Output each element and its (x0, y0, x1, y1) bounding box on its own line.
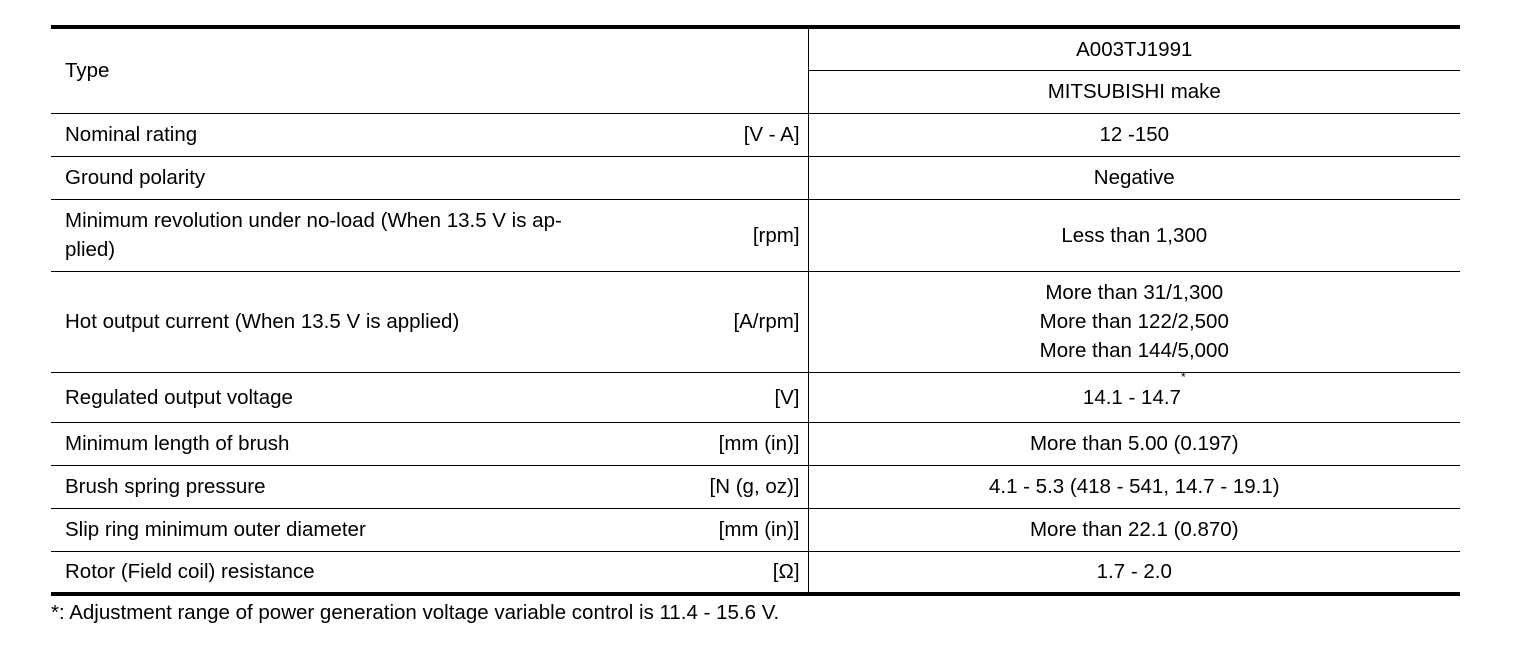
row-label: Brush spring pressure (51, 465, 647, 508)
row-label: Rotor (Field coil) resistance (51, 551, 647, 594)
table-row (51, 156, 1460, 199)
row-label: Ground polarity (51, 156, 647, 199)
row-unit: [N (g, oz)] (647, 465, 808, 508)
row-label-line: Minimum revolution under no-load (When 13.5 V is ap- (65, 209, 562, 232)
row-value (808, 369, 1460, 422)
row-value-line: More than 31/1,300 (1045, 281, 1224, 304)
table-row (51, 372, 1460, 422)
table-row (51, 508, 1460, 551)
row-value: 1.7 - 2.0 (808, 551, 1460, 594)
row-label: Regulated output voltage (51, 372, 647, 422)
row-unit: [V] (647, 372, 808, 422)
row-value (808, 271, 1460, 372)
row-unit (647, 156, 808, 199)
row-unit: [rpm] (647, 199, 808, 271)
row-label: Hot output current (When 13.5 V is applied) (51, 271, 647, 372)
row-value: More than 22.1 (0.870) (808, 508, 1460, 551)
model-number: A003TJ1991 (808, 27, 1460, 70)
row-value: More than 5.00 (0.197) (808, 422, 1460, 465)
row-label (51, 199, 647, 271)
row-value-line: More than 144/5,000 (1039, 339, 1229, 362)
row-label: Slip ring minimum outer diameter (51, 508, 647, 551)
row-label: Minimum length of brush (51, 422, 647, 465)
row-value-line: More than 122/2,500 (1039, 310, 1229, 333)
specification-table (51, 25, 1460, 596)
footnote: *: Adjustment range of power generation voltage variable control is 11.4 - 15.6 V. (51, 601, 780, 624)
row-value: 4.1 - 5.3 (418 - 541, 14.7 - 19.1) (808, 465, 1460, 508)
row-label: Nominal rating (51, 113, 647, 156)
table-row (51, 551, 1460, 594)
row-unit: [mm (in)] (647, 508, 808, 551)
footnote-marker: * (1180, 369, 1186, 384)
table-row (51, 465, 1460, 508)
row-unit: [V - A] (647, 113, 808, 156)
row-value: 12 -150 (808, 113, 1460, 156)
row-value: Less than 1,300 (808, 199, 1460, 271)
type-row (51, 27, 1460, 70)
manufacturer: MITSUBISHI make (808, 70, 1460, 113)
row-value: Negative (808, 156, 1460, 199)
table-row (51, 199, 1460, 271)
table-row (51, 113, 1460, 156)
row-unit: [Ω] (647, 551, 808, 594)
row-unit: [A/rpm] (647, 271, 808, 372)
row-unit: [mm (in)] (647, 422, 808, 465)
row-label-line: plied) (65, 238, 116, 261)
table-row (51, 271, 1460, 372)
row-value-text: 14.1 - 14.7 (1082, 385, 1181, 409)
type-label: Type (51, 27, 808, 113)
table-row (51, 422, 1460, 465)
